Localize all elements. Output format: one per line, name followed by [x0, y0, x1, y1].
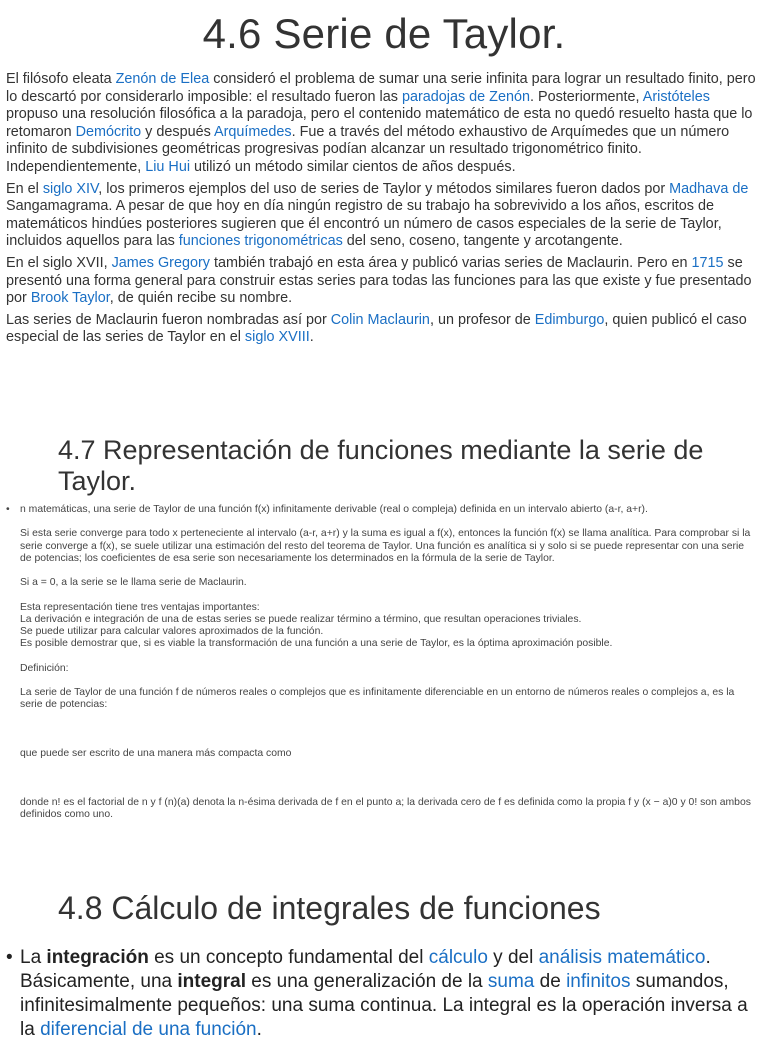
link-diferencial-de-una-funcion[interactable]: diferencial de una función: [40, 1019, 257, 1040]
link-arquimedes[interactable]: Arquímedes: [213, 123, 292, 140]
text-line: La serie de Taylor de una función f de números reales o complejos que es infinitamente diferenciable en un entorno de números reales o complejos a, es la serie de potencias:: [20, 687, 735, 711]
text-line: [20, 516, 756, 528]
section-4-8-title: 4.8 Cálculo de integrales de funciones: [58, 890, 601, 926]
link-calculo[interactable]: cálculo: [428, 947, 488, 968]
text-line: [20, 675, 756, 687]
text-line: [20, 736, 756, 748]
text-line: Definición:: [20, 662, 69, 674]
link-liu-hui[interactable]: Liu Hui: [145, 158, 191, 175]
link-suma[interactable]: suma: [487, 971, 535, 992]
link-analisis-matematico[interactable]: análisis matemático: [538, 947, 706, 968]
link-democrito[interactable]: Demócrito: [75, 123, 142, 140]
link-brook-taylor[interactable]: Brook Taylor: [30, 290, 110, 307]
text-line: [20, 589, 756, 601]
text-line: [20, 711, 756, 723]
link-aristoteles[interactable]: Aristóteles: [642, 88, 710, 105]
list-item: [6, 504, 756, 821]
section-4-7-title: 4.7 Representación de funciones mediante la serie de Taylor.: [58, 435, 704, 496]
link-edimburgo[interactable]: Edimburgo: [534, 311, 605, 328]
link-1715[interactable]: 1715: [691, 254, 724, 271]
link-paradojas-de-zenon[interactable]: paradojas de Zenón: [401, 88, 530, 105]
link-zenon-de-elea[interactable]: Zenón de Elea: [115, 71, 210, 87]
paragraph-history-madhava: En el siglo XIV, los primeros ejemplos del uso de series de Taylor y métodos similares fueron dados por Madhava de Sangamagrama. A pesar de que hoy en día ningún registro de su trabajo ha sobrevivido a los años, escritos de matemáticos hindúes posteriores sugieren que él encontró un número de casos especiales de la serie de Taylor, incluidos aquellos para las funciones trigonométricas del seno, coseno, tangente y arcotangente.: [6, 180, 749, 250]
link-funciones-trigonometricas[interactable]: funciones trigonométricas: [178, 233, 343, 250]
text-line: Si a = 0, a la serie se le llama serie de Maclaurin.: [20, 577, 247, 589]
section-4-8-body: [6, 946, 758, 1042]
text-line: Es posible demostrar que, si es viable la transformación de una función a una serie de Taylor, es la óptima aproximación posible.: [20, 638, 613, 650]
bullet-glyph: •: [6, 947, 13, 968]
link-siglo-xviii[interactable]: siglo XVIII: [244, 329, 310, 346]
text-line: n matemáticas, una serie de Taylor de una función f(x) infinitamente derivable (real o compleja) definida en un intervalo abierto (a-r, a+r).: [20, 504, 648, 515]
text-line: La derivación e integración de una de estas series se puede realizar término a término, que resultan operaciones triviales.: [20, 613, 582, 625]
text-line: Se puede utilizar para calcular valores aproximados de la función.: [20, 626, 324, 638]
link-siglo-xiv[interactable]: siglo XIV: [42, 180, 99, 197]
text-line: que puede ser escrito de una manera más compacta como: [20, 748, 292, 760]
text-line: donde n! es el factorial de n y f (n)(a) denota la n-ésima derivada de f en el punto a; la derivada cero de f es definida como la propia f y (x − a)0 y 0! son ambos definidos como uno.: [20, 796, 751, 821]
paragraph-history-zeno: El filósofo eleata Zenón de Elea consideró el problema de sumar una serie infinita para lograr un resultado finito, pero lo descartó por considerarlo imposible: el resultado fueron las paradojas de Zenón. Posteriormente, Aristóteles propuso una resolución filosófica a la paradoja, pero el contenido matemático de esta no quedó resuelto hasta que lo retomaron Demócrito y después Arquímedes. Fue a través del método exhaustivo de Arquímedes que un número infinito de subdivisiones geométricas progresivas podían alcanzar un resultado trigonométrico finito. Independientemente, Liu Hui utilizó un método similar cientos de años después.: [6, 71, 756, 175]
link-james-gregory[interactable]: James Gregory: [111, 254, 210, 271]
text-line: [20, 650, 756, 662]
paragraph-history-maclaurin: Las series de Maclaurin fueron nombradas así por Colin Maclaurin, un profesor de Edimburgo, quien publicó el caso especial de las series de Taylor en el siglo XVIII.: [6, 311, 747, 346]
bullet-glyph: •: [6, 504, 10, 515]
list-item: • La integración es un concepto fundamental del cálculo y del análisis matemático. Básicamente, una integral es una generalización de la suma de infinitos sumandos, infinitesimalmente pequeños: una suma continua. La integral es la operación inversa a la diferencial de una función.: [6, 947, 748, 1040]
text-line: Si esta serie converge para todo x perteneciente al intervalo (a-r, a+r) y la suma es igual a f(x), entonces la función f(x) se llama analítica. Para comprobar si la serie converge a f(x), se suele utilizar una estimación del resto del teorema de Taylor. Una función es analítica si y solo si se puede representar con una serie de potencias; los coeficientes de esa serie son necesariamente los determinados en la fórmula de la serie de Taylor.: [20, 528, 751, 564]
term-integracion: integración: [46, 947, 149, 968]
link-infinitos[interactable]: infinitos: [566, 971, 631, 992]
page-title: 4.6 Serie de Taylor.: [202, 10, 566, 57]
text-line: [20, 760, 756, 772]
section-4-6-body: [6, 71, 756, 351]
link-madhava[interactable]: Madhava de: [669, 180, 749, 197]
paragraph-history-gregory: En el siglo XVII, James Gregory también trabajó en esta área y publicó varias series de Maclaurin. Pero en 1715 se presentó una forma general para construir estas series para todas las funciones para las que existe y fue presentado por Brook Taylor, de quién recibe su nombre.: [6, 254, 752, 307]
term-integral: integral: [177, 971, 246, 992]
text-line: [20, 785, 756, 797]
text-line: Esta representación tiene tres ventajas importantes:: [20, 601, 260, 613]
link-colin-maclaurin[interactable]: Colin Maclaurin: [330, 311, 430, 328]
text-line: [20, 772, 756, 784]
text-line: [20, 565, 756, 577]
section-4-7-body: [6, 504, 756, 821]
text-line: [20, 724, 756, 736]
